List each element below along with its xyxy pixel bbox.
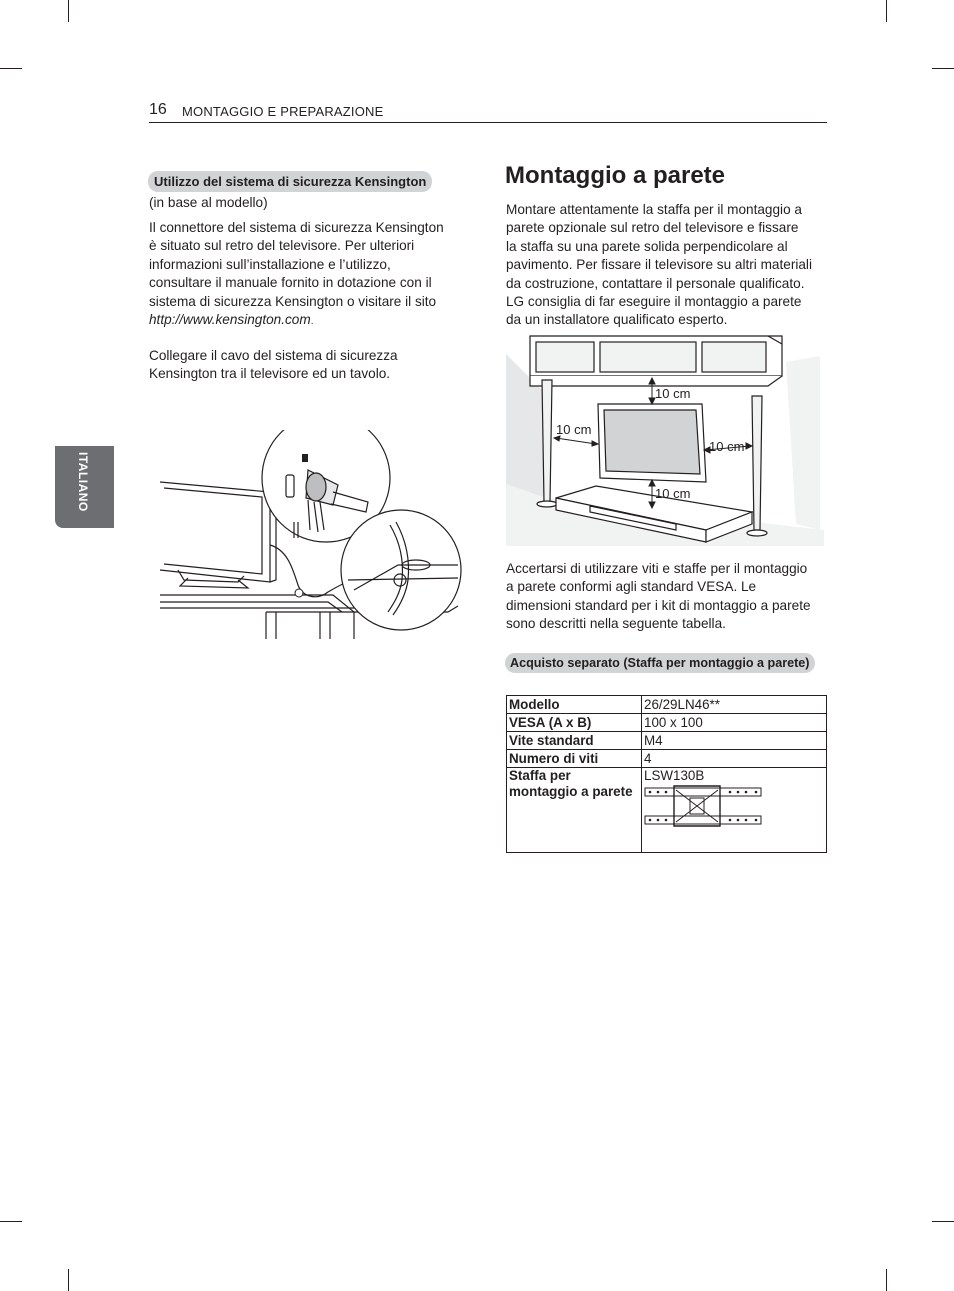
kensington-heading: Utilizzo del sistema di sicurezza Kensington [148,171,432,192]
lock-detail [295,589,303,597]
cable-zoom-circle [341,510,461,630]
text-line: informazioni sull’installazione e l’utilizzo, [149,256,391,272]
wall-shelf [530,336,782,386]
spec-table [506,695,827,853]
text-line: parete opzionale sul retro del televisore e fissare [506,220,799,236]
clearance-label-left: 10 cm [556,422,592,437]
crop-mark [0,68,22,69]
text-line: sistema di sicurezza Kensington o visitare il sito [149,293,437,309]
text-line: pavimento. Per fissare il televisore su altri materiali [506,257,812,273]
kensington-paragraph-1 [149,219,469,331]
text-line: LG consiglia di far eseguire il montaggio a parete [506,294,802,310]
crop-mark [0,1221,22,1222]
table-row [507,696,827,714]
crop-mark [68,1269,69,1291]
text-line: Kensington tra il televisore ed un tavolo. [149,366,391,382]
text-line: a parete conformi agli standard VESA. Le [506,579,757,595]
text-line: da un installatore qualificato esperto. [506,312,728,328]
page-title: Montaggio a parete [505,162,726,189]
wall-bracket-icon [644,784,764,830]
text-line: sono descritti nella seguente tabella. [506,616,726,632]
wall-tv [598,404,706,482]
wall-mount-paragraph-2 [506,560,831,634]
section-title: MONTAGGIO E PREPARAZIONE [182,104,384,119]
table-cell-value: 100 x 100 [642,714,827,732]
wall-mount-clearance-diagram [506,334,824,546]
clearance-label-top: 10 cm [655,386,691,401]
table-row [507,768,827,853]
clearance-label-right: 10 cm [709,439,745,454]
tv-drawing [160,482,276,588]
table-row [507,714,827,732]
table-row [507,750,827,768]
crop-mark [68,0,69,22]
text-line: Accertarsi di utilizzare viti e staffe per il montaggio [506,561,808,576]
text-line: la staffa su una parete solida perpendicolare al [506,238,788,254]
table-cell-value: 4 [642,750,827,768]
text-line: Montare attentamente la staffa per il montaggio a [506,202,802,217]
lock-icon [302,454,308,462]
crop-mark [886,0,887,22]
header-rule [149,122,827,123]
text-line: consultare il manuale fornito in dotazione con il [149,275,432,291]
kensington-lock-illustration [158,430,463,640]
bracket-model: LSW130B [644,768,705,783]
model-note: (in base al modello) [149,195,268,210]
crop-mark [932,68,954,69]
language-tab-label: ITALIANO [76,452,90,512]
table-cell-label: VESA (A x B) [507,714,642,732]
table-cell-value: M4 [642,732,827,750]
kensington-url-link[interactable]: http://www.kensington.com [149,312,311,328]
url-suffix: . [310,316,314,328]
text-line: Il connettore del sistema di sicurezza Kensington [149,220,444,235]
table-cell-label: Staffa per montaggio a parete [507,768,642,853]
clearance-label-bottom: 10 cm [655,486,691,501]
crop-mark [932,1221,954,1222]
url-line [149,311,469,331]
crop-mark [886,1269,887,1291]
text-line: dimensioni standard per i kit di montaggio a parete [506,597,811,613]
page-number: 16 [149,101,167,118]
text-line: Collegare il cavo del sistema di sicurezza [149,348,398,363]
table-cell-label: Modello [507,696,642,714]
kensington-paragraph-2 [149,347,469,384]
table-cell-value-bracket [642,768,827,853]
text-line: da costruzione, contattare il personale qualificato. [506,275,805,291]
wall-mount-paragraph-1 [506,201,831,330]
wall-shade-right [786,356,820,530]
table-cell-value: 26/29LN46** [642,696,827,714]
purchase-heading: Acquisto separato (Staffa per montaggio a parete) [505,653,815,673]
text-line: è situato sul retro del televisore. Per ulteriori [149,238,415,254]
table-row [507,732,827,750]
table-cell-label: Numero di viti [507,750,642,768]
table-cell-label: Vite standard [507,732,642,750]
language-tab [55,446,114,528]
